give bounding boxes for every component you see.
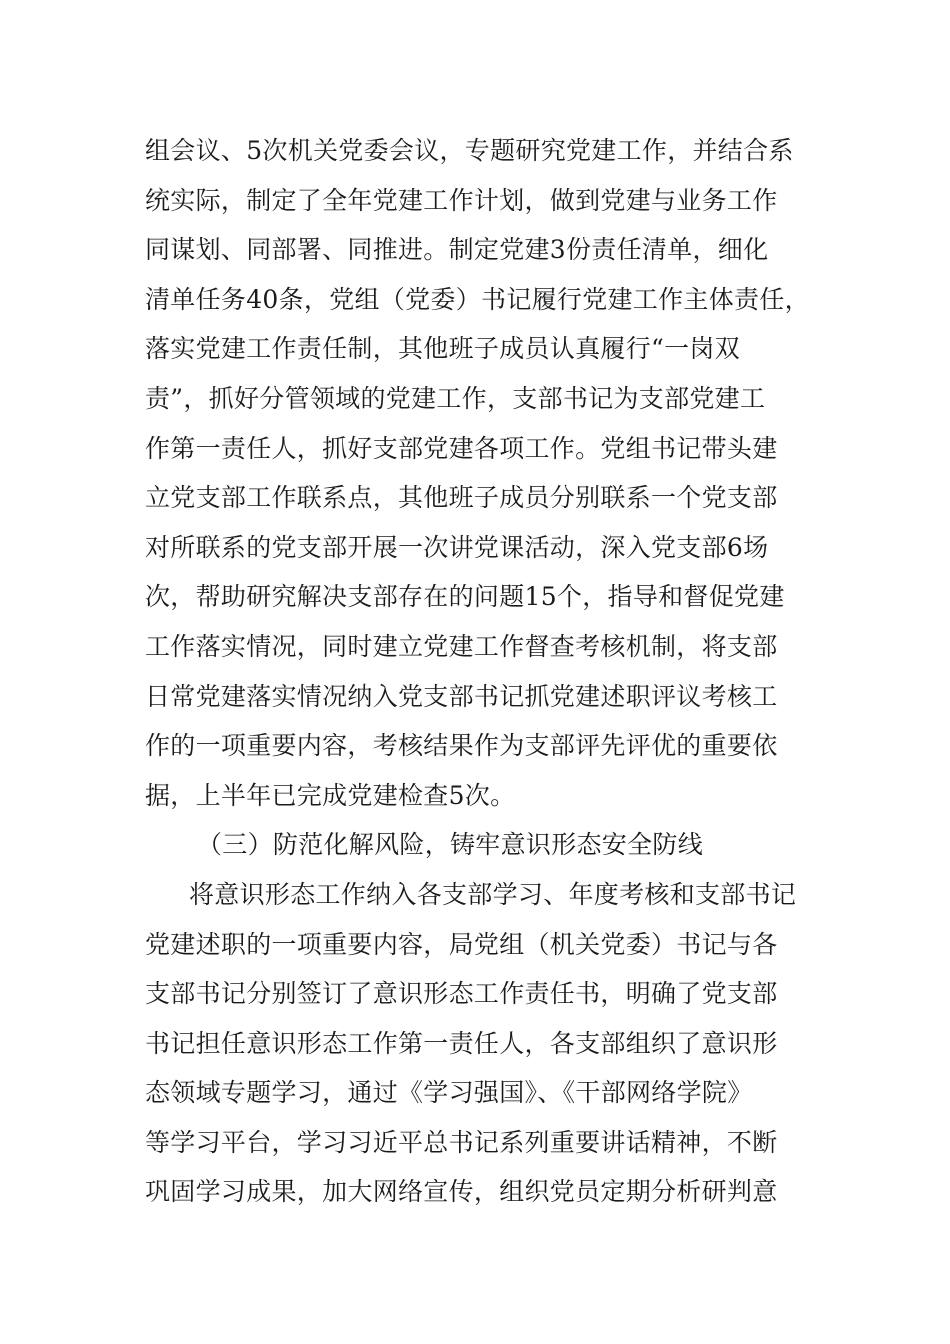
- text-line: 组会议、5次机关党委会议，专题研究党建工作，并结合系: [145, 136, 794, 165]
- section-heading: （三）防范化解风险，铸牢意识形态安全防线: [197, 830, 704, 860]
- document-body: [145, 126, 825, 1217]
- text-line: 党建述职的一项重要内容，局党组（机关党委）书记与各: [145, 929, 778, 959]
- text-line: 清单任务40条，党组（党委）书记履行党建工作主体责任，: [145, 284, 810, 314]
- text-line: 统实际，制定了全年党建工作计划，做到党建与业务工作: [145, 185, 778, 215]
- text-line: 作的一项重要内容，考核结果作为支部评先评优的重要依: [145, 731, 778, 761]
- text-line: 同谋划、同部署、同推进。制定党建3份责任清单，细化: [145, 235, 769, 265]
- text-line: 作第一责任人，抓好支部党建各项工作。党组书记带头建: [145, 433, 778, 463]
- text-line: 责”，抓好分管领域的党建工作，支部书记为支部党建工: [145, 383, 766, 413]
- text-line: 工作落实情况，同时建立党建工作督查考核机制，将支部: [145, 631, 778, 661]
- text-line: 支部书记分别签订了意识形态工作责任书，明确了党支部: [145, 979, 778, 1009]
- text-line: 据，上半年已完成党建检查5次。: [145, 780, 516, 810]
- text-line: 等学习平台，学习习近平总书记系列重要讲话精神，不断: [145, 1127, 778, 1157]
- text-line: 态领域专题学习，通过《学习强国》、《干部网络学院》: [145, 1078, 753, 1108]
- text-line: 次，帮助研究解决支部存在的问题15个，指导和督促党建: [145, 582, 785, 612]
- text-line: 巩固学习成果，加大网络宣传，组织党员定期分析研判意: [145, 1177, 778, 1207]
- text-line: 立党支部工作联系点，其他班子成员分别联系一个党支部: [145, 483, 778, 513]
- text-line: 对所联系的党支部开展一次讲党课活动，深入党支部6场: [145, 532, 769, 562]
- paragraph-first-line: 将意识形态工作纳入各支部学习、年度考核和支部书记: [189, 879, 797, 909]
- text-line: 日常党建落实情况纳入党支部书记抓党建述职评议考核工: [145, 681, 778, 711]
- text-line: 落实党建工作责任制，其他班子成员认真履行“一岗双: [145, 334, 740, 364]
- text-line: 书记担任意识形态工作第一责任人，各支部组织了意识形: [145, 1028, 778, 1058]
